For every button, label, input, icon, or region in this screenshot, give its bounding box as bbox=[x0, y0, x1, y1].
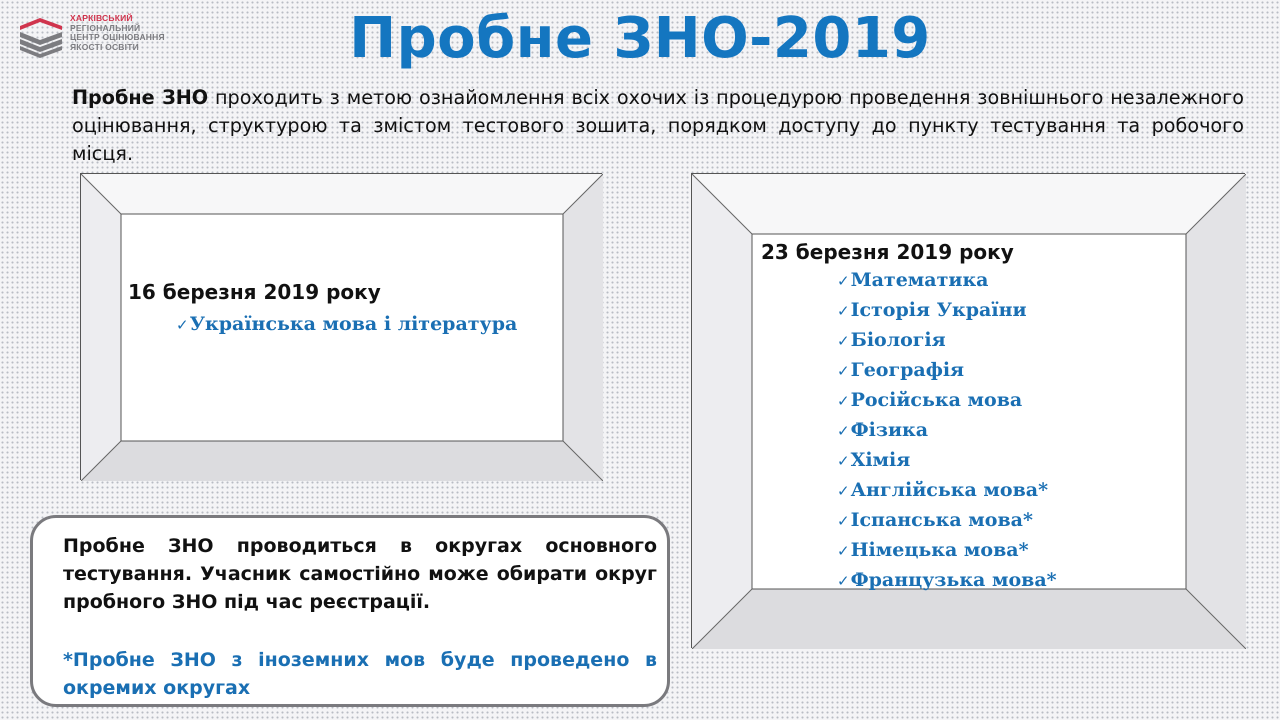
checkmark-icon: ✓ bbox=[837, 422, 850, 440]
subject-item bbox=[837, 476, 1057, 506]
subject-label: Фізика bbox=[850, 419, 929, 441]
intro-bold: Пробне ЗНО bbox=[72, 86, 209, 109]
subject-item bbox=[837, 386, 1057, 416]
info-note-box bbox=[30, 515, 670, 707]
logo-line: ХАРКІВСЬКИЙ bbox=[70, 13, 133, 23]
session-1-date: 16 березня 2019 року bbox=[128, 280, 381, 304]
checkmark-icon: ✓ bbox=[837, 512, 850, 530]
logo-line: ЦЕНТР ОЦІНЮВАННЯ bbox=[70, 32, 165, 43]
subject-label: Українська мова і література bbox=[189, 313, 518, 335]
intro-text: проходить з метою ознайомлення всіх охочих із процедурою проведення зовнішнього незалежного оцінювання, структурою та змістом тестового зошита, порядком доступу до пункту тестування та робочого місця. bbox=[72, 86, 1244, 165]
note-foreign-languages: *Пробне ЗНО з іноземних мов буде проведено в окремих округах bbox=[63, 649, 657, 699]
subject-label: Біологія bbox=[850, 329, 946, 351]
session-2-content bbox=[761, 238, 1057, 596]
session-1-frame bbox=[80, 173, 602, 480]
subject-label: Історія України bbox=[850, 299, 1027, 321]
subject-label: Іспанська мова* bbox=[850, 509, 1033, 531]
page-title: Пробне ЗНО-2019 bbox=[349, 6, 931, 71]
checkmark-icon: ✓ bbox=[837, 572, 850, 590]
subject-label: Математика bbox=[850, 269, 989, 291]
checkmark-icon: ✓ bbox=[837, 392, 850, 410]
subject-label: Французька мова* bbox=[850, 569, 1057, 591]
session-2-subject-list bbox=[837, 266, 1057, 596]
subject-item bbox=[837, 566, 1057, 596]
checkmark-icon: ✓ bbox=[837, 272, 850, 290]
note-paragraph: Пробне ЗНО проводиться в округах основного тестування. Учасник самостійно може обирати округ пробного ЗНО під час реєстрації. bbox=[63, 535, 657, 613]
subject-label: Географія bbox=[850, 359, 965, 381]
subject-label: Російська мова bbox=[850, 389, 1023, 411]
subject-label: Хімія bbox=[850, 449, 911, 471]
logo-line: ЯКОСТІ ОСВІТИ bbox=[70, 41, 139, 52]
subject-item bbox=[837, 326, 1057, 356]
subject-item bbox=[837, 296, 1057, 326]
checkmark-icon: ✓ bbox=[837, 302, 850, 320]
subject-item bbox=[176, 310, 517, 340]
session-2-date: 23 березня 2019 року bbox=[761, 240, 1014, 264]
checkmark-icon: ✓ bbox=[837, 332, 850, 350]
subject-item bbox=[837, 506, 1057, 536]
checkmark-icon: ✓ bbox=[837, 482, 850, 500]
intro-paragraph bbox=[72, 84, 1244, 168]
subject-label: Німецька мова* bbox=[850, 539, 1029, 561]
subject-item bbox=[837, 356, 1057, 386]
checkmark-icon: ✓ bbox=[837, 542, 850, 560]
subject-label: Англійська мова* bbox=[850, 479, 1049, 501]
checkmark-icon: ✓ bbox=[837, 452, 850, 470]
subject-item bbox=[837, 266, 1057, 296]
subject-item bbox=[837, 416, 1057, 446]
session-1-content bbox=[128, 278, 517, 340]
subject-item bbox=[837, 536, 1057, 566]
checkmark-icon: ✓ bbox=[176, 316, 189, 334]
subject-item bbox=[837, 446, 1057, 476]
session-2-frame bbox=[691, 173, 1245, 648]
checkmark-icon: ✓ bbox=[837, 362, 850, 380]
logo-line: РЕГІОНАЛЬНИЙ bbox=[70, 22, 141, 33]
